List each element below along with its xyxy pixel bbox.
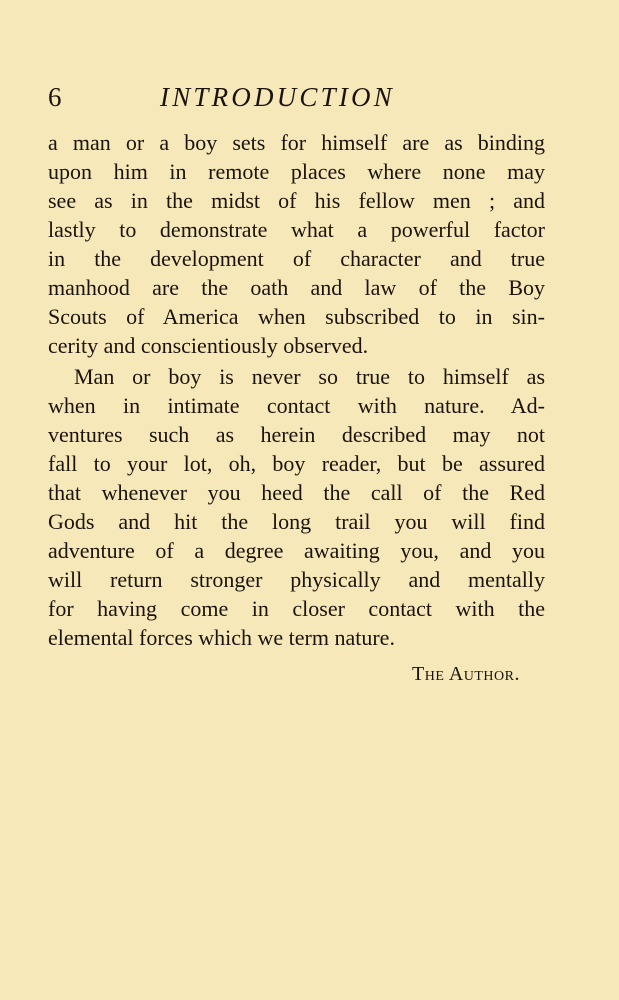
text-line: when in intimate contact with nature. Ad- [48,393,545,418]
body-text [48,128,545,652]
paragraph-1 [48,128,545,360]
running-head [48,80,545,114]
text-line: that whenever you heed the call of the Red [48,480,545,505]
text-line: will return stronger physically and mentally [48,567,545,592]
text-line: see as in the midst of his fellow men ; and [48,188,545,213]
text-line: upon him in remote places where none may [48,159,545,184]
text-line: ventures such as herein described may not [48,422,545,447]
paragraph-2 [48,362,545,652]
text-line: elemental forces which we term nature. [48,625,395,650]
text-line: manhood are the oath and law of the Boy [48,275,545,300]
text-line: cerity and conscientiously observed. [48,333,369,358]
text-line: in the development of character and true [48,246,545,271]
author-signature: The Author. [412,663,520,685]
section-title: INTRODUCTION [160,82,395,112]
page-number: 6 [48,82,62,112]
text-line: fall to your lot, oh, boy reader, but be assured [48,451,545,476]
text-line: a man or a boy sets for himself are as binding [48,130,545,155]
text-line: for having come in closer contact with the [48,596,545,621]
text-line: Gods and hit the long trail you will find [48,509,545,534]
text-line: adventure of a degree awaiting you, and you [48,538,545,563]
text-line: lastly to demonstrate what a powerful factor [48,217,545,242]
text-line: Scouts of America when subscribed to in sin- [48,304,545,329]
text-line: Man or boy is never so true to himself as [74,364,545,389]
